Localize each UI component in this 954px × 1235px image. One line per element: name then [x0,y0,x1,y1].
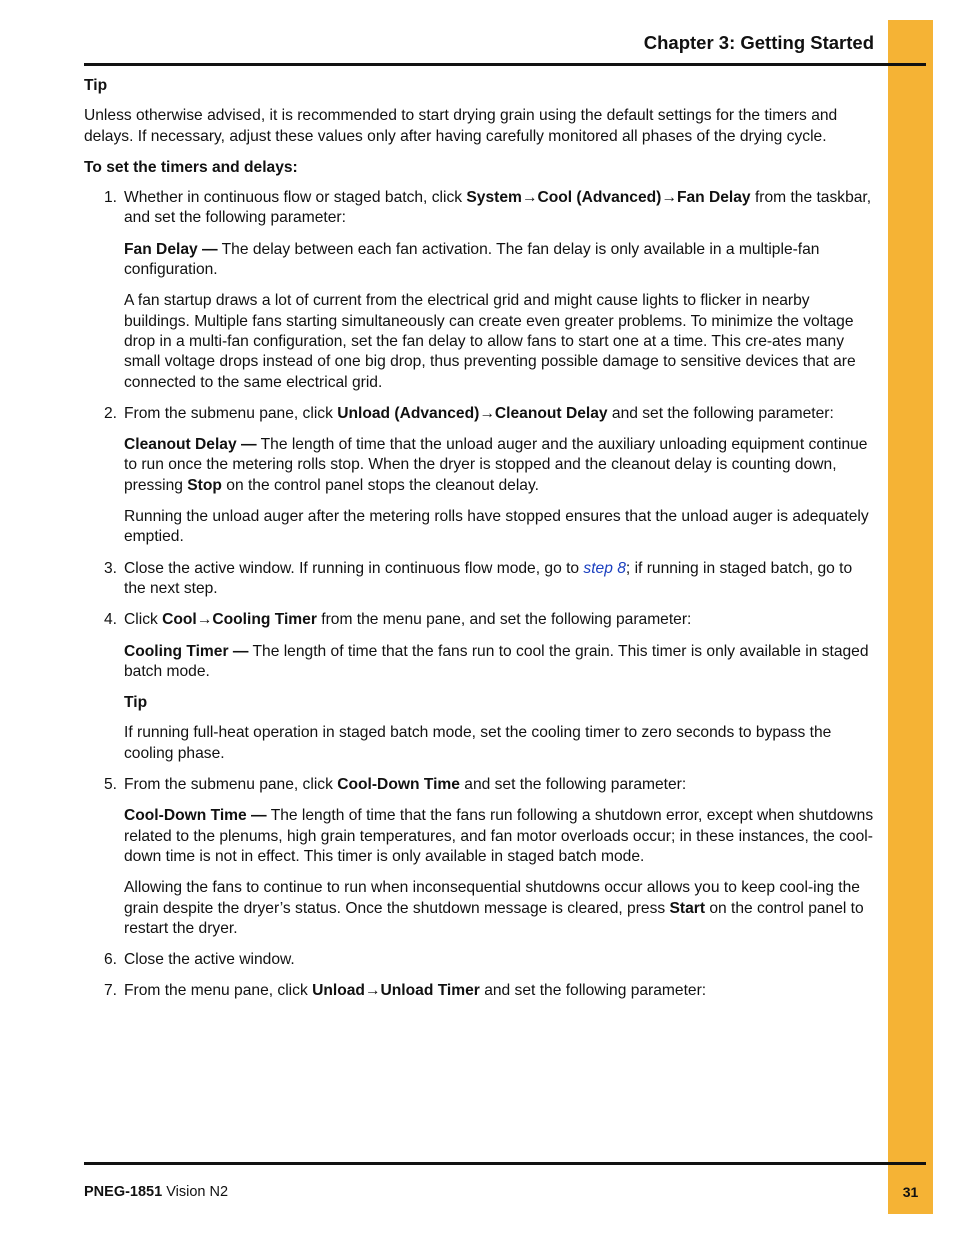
menu-path-cool-advanced: Cool (Advanced) [537,189,662,207]
procedure-heading: To set the timers and delays: [84,158,298,176]
step-5 [84,775,876,939]
tip-heading: Tip [124,694,148,712]
procedure-steps [84,188,876,1002]
menu-path-unload-advanced: Unload (Advanced) [337,404,480,422]
tip-text: Unless otherwise advised, it is recommended to start drying grain using the default settings for the timers and delays. If necessary, adjust these values only after having carefully monitored all phases of the drying cycle. [84,107,838,145]
step-instruction: From the submenu pane, click Cool-Down Time and set the following parameter: [124,776,687,794]
step-8-link[interactable]: step 8 [583,559,626,577]
menu-path-cool: Cool [162,611,197,629]
parameter-description: Cleanout Delay — The length of time that the unload auger and the auxiliary unloading equipment continue to run once the metering rolls stop. When the dryer is stopped and the cleanout delay is counting down, pressing Stop on the control panel stops the cleanout delay. [124,436,868,494]
parameter-label: Cooling Timer — [124,642,249,660]
chapter-sidebar-tab [888,20,933,1214]
menu-path-cooling-timer: Cooling Timer [212,611,317,629]
step-6 [84,950,876,970]
chapter-title: Chapter 3: Getting Started [643,32,874,53]
step-3 [84,559,876,600]
header-rule [84,63,926,66]
tip-heading: Tip [84,77,108,94]
menu-path-fan-delay: Fan Delay [676,189,751,207]
footer-document-id [84,1184,228,1200]
step-instruction: Close the active window. [124,951,295,969]
menu-path-cleanout-delay: Cleanout Delay [494,404,608,422]
step-instruction: From the submenu pane, click Unload (Advanced)→Cleanout Delay and set the following parameter: [124,404,834,422]
step-1 [84,188,876,393]
arrow-icon: → [521,189,538,207]
step-number: 1. [104,189,118,207]
arrow-icon: → [364,982,381,1000]
menu-path-unload: Unload [312,982,365,1000]
step-instruction: Click Cool→Cooling Timer from the menu pane, and set the following parameter: [124,611,692,629]
arrow-icon: → [661,189,677,207]
step-instruction: From the menu pane, click Unload→Unload Timer and set the following parameter: [124,982,707,1000]
parameter-label: Cool-Down Time — [124,807,267,825]
step-number: 4. [104,611,118,629]
arrow-icon: → [479,404,495,422]
step-number: 5. [104,776,118,794]
step-number: 2. [104,404,118,422]
page-number: 31 [902,1184,919,1200]
step-instruction: Whether in continuous flow or staged batch, click System→Cool (Advanced)→Fan Delay from the taskbar, and set the following parameter: [124,189,872,227]
menu-path-unload-timer: Unload Timer [380,982,480,1000]
step-number: 3. [104,559,118,577]
step-note: Running the unload auger after the metering rolls have stopped ensures that the unload auger is adequately emptied. [124,508,869,546]
step-note: A fan startup draws a lot of current from the electrical grid and might cause lights to flicker in nearby buildings. Multiple fans starting simultaneously can create even greater problems. To minimize the voltage drop in a multi-fan configuration, set the fan delay to allow fans to start one at a time. This cre-ates many small voltage drops instead of one big drop, thus preventing possible damage to sensitive devices that are connected to the same electrical grid. [124,292,856,391]
step-instruction: Close the active window. If running in continuous flow mode, go to step 8; if running in staged batch, go to the next step. [124,559,853,597]
step-4 [84,610,876,764]
step-2 [84,404,876,548]
arrow-icon: → [196,611,213,629]
step-number: 7. [104,982,118,1000]
parameter-label: Cleanout Delay — [124,436,257,454]
tip-text: If running full-heat operation in staged batch mode, set the cooling timer to zero seconds to bypass the cooling phase. [124,724,832,762]
step-7 [84,981,876,1001]
page-content [84,76,876,1013]
document-title: Vision N2 [162,1184,229,1200]
document-code: PNEG-1851 [84,1184,163,1200]
parameter-label: Fan Delay — [124,240,218,258]
footer-rule [84,1162,926,1165]
parameter-description: Fan Delay — The delay between each fan activation. The fan delay is only available in a multiple-fan configuration. [124,240,820,279]
step-note: Allowing the fans to continue to run when inconsequential shutdowns occur allows you to keep cool-ing the grain despite the dryer’s status. Once the shutdown message is cleared, press Start on the control panel to restart the dryer. [124,879,864,937]
menu-path-system: System [466,189,522,207]
parameter-description: Cooling Timer — The length of time that the fans run to cool the grain. This timer is only available in staged batch mode. [124,642,869,680]
parameter-description: Cool-Down Time — The length of time that the fans run following a shutdown error, except when shutdowns related to the plenums, high grain temperatures, and fan motor overloads occur; in these instances, the cool-down time is not in effect. This timer is only available in staged batch mode. [124,807,874,865]
menu-path-cool-down-time: Cool-Down Time [337,776,460,794]
step-number: 6. [104,951,118,969]
